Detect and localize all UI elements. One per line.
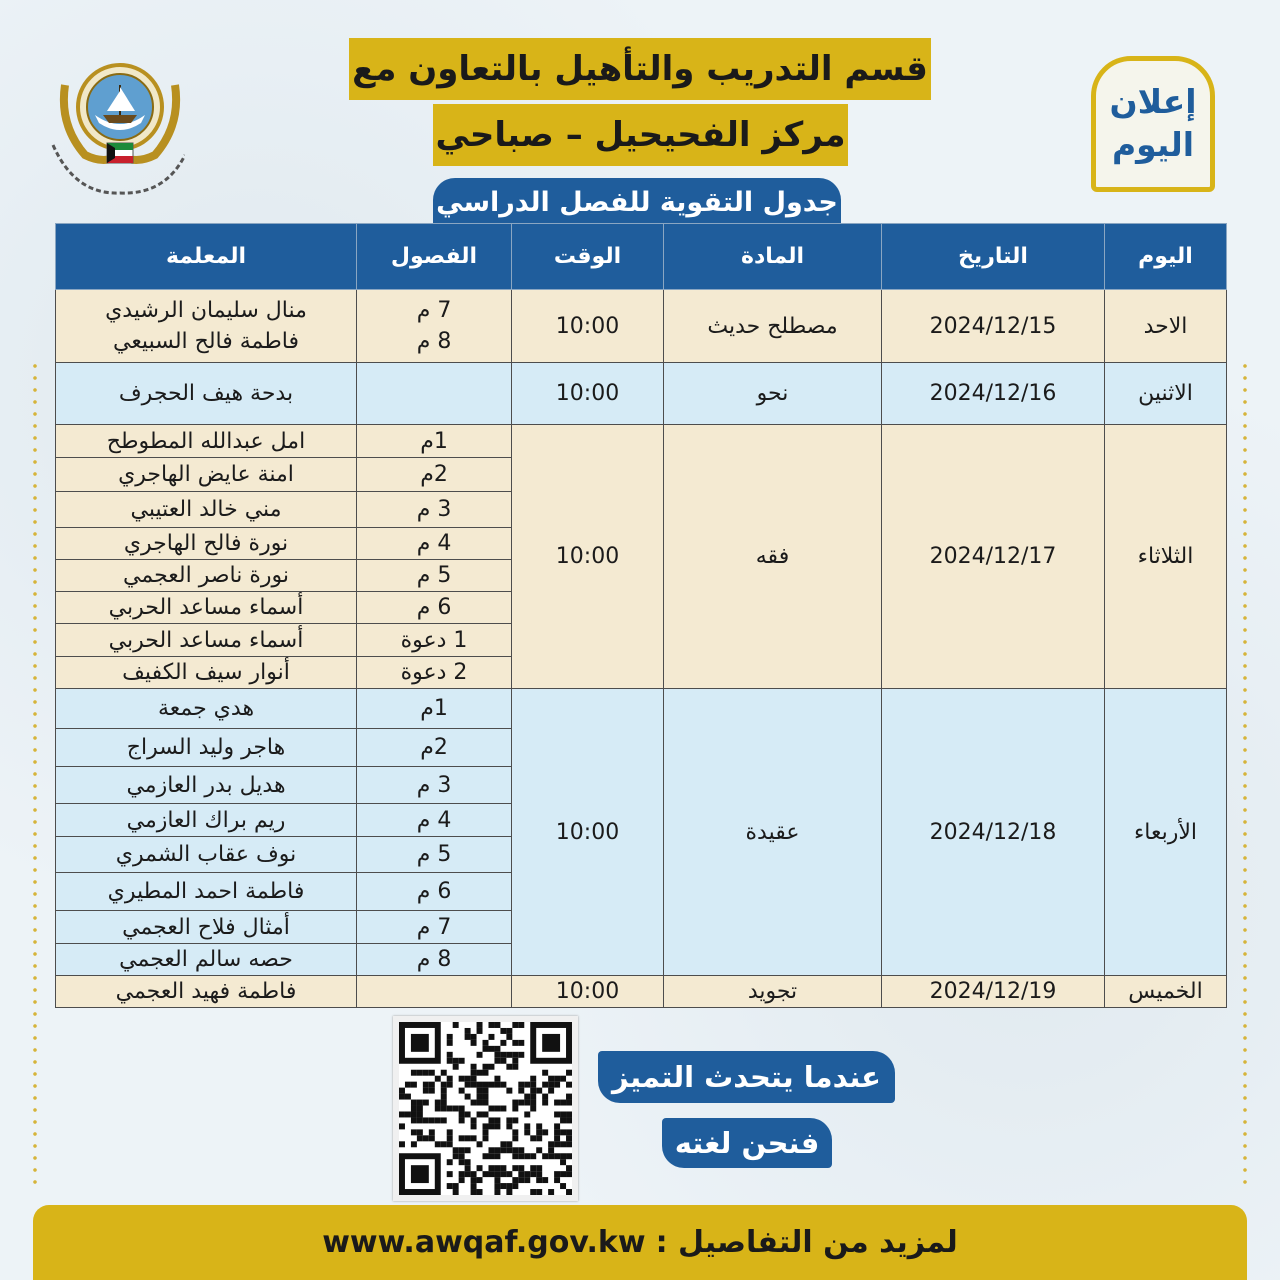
cell-classes (357, 944, 512, 976)
cell-teacher (56, 976, 357, 1008)
teacher-name: أسماء مساعد الحربي (108, 595, 304, 620)
teacher-name: ريم براك العازمي (126, 807, 286, 833)
title-line-1: قسم التدريب والتأهيل بالتعاون مع (349, 38, 931, 100)
class-label: 5 م (416, 842, 452, 867)
announcement-badge (1091, 56, 1215, 192)
teacher-name: هدي جمعة (157, 696, 255, 721)
teacher-name: أسماء مساعد الحربي (108, 627, 304, 653)
qr-code-icon (399, 1022, 572, 1195)
cell-teacher (56, 767, 357, 804)
qr-code[interactable] (393, 1016, 578, 1201)
announcement-line-1: إعلان (1109, 82, 1197, 122)
header-time: الوقت (512, 224, 664, 290)
dotted-border-left (33, 360, 37, 1190)
slogan-line-2: فنحن لغته (662, 1118, 832, 1168)
cell-classes (357, 837, 512, 873)
cell-classes (357, 911, 512, 944)
table-row (56, 689, 1227, 729)
cell-teacher (56, 492, 357, 528)
cell-subject: تجويد (664, 976, 882, 1008)
teacher-name: بدحة هيف الحجرف (118, 381, 294, 406)
teacher-name: هاجر وليد السراج (126, 735, 286, 760)
cell-teacher (56, 560, 357, 592)
cell-classes (357, 592, 512, 624)
header-classes: الفصول (357, 224, 512, 290)
class-label: 7 م (416, 298, 452, 323)
footer-website-link[interactable]: www.awqaf.gov.kw (322, 1225, 646, 1260)
teacher-name: أمثال فلاح العجمي (122, 914, 290, 940)
ministry-emblem-icon (45, 45, 185, 195)
cell-teacher (56, 528, 357, 560)
cell-date: 2024/12/19 (882, 976, 1105, 1008)
class-label: 8 م (416, 329, 452, 354)
cell-classes (357, 804, 512, 837)
class-label: 3 م (416, 772, 452, 798)
class-label: 2م (420, 462, 448, 487)
teacher-name: فاطمة فهيد العجمي (115, 979, 297, 1004)
class-label: 8 م (416, 947, 452, 972)
cell-teacher (56, 804, 357, 837)
cell-day: الأربعاء (1105, 689, 1227, 976)
class-label: 2 دعوة (400, 660, 468, 685)
cell-classes (357, 425, 512, 458)
cell-date: 2024/12/18 (882, 689, 1105, 976)
cell-teacher (56, 873, 357, 911)
cell-teacher (56, 624, 357, 657)
cell-day: الثلاثاء (1105, 425, 1227, 689)
class-label: 1 دعوة (400, 627, 468, 653)
schedule-subtitle: جدول التقوية للفصل الدراسي (433, 178, 841, 226)
cell-classes (357, 729, 512, 767)
cell-date: 2024/12/16 (882, 363, 1105, 425)
teacher-name: هديل بدر العازمي (126, 772, 286, 798)
class-label: 7 م (416, 914, 452, 940)
cell-teacher (56, 911, 357, 944)
class-label: 6 م (416, 595, 452, 620)
cell-teacher (56, 363, 357, 425)
cell-time: 10:00 (512, 689, 664, 976)
cell-time: 10:00 (512, 976, 664, 1008)
table-row (56, 290, 1227, 363)
header-date: التاريخ (882, 224, 1105, 290)
teacher-name: امنة عايض الهاجري (118, 462, 294, 487)
cell-subject: عقيدة (664, 689, 882, 976)
teacher-name: امل عبدالله المطوطح (106, 428, 306, 454)
cell-classes (357, 560, 512, 592)
table-row (56, 976, 1227, 1008)
teacher-name: نورة فالح الهاجري (123, 531, 289, 556)
cell-classes (357, 492, 512, 528)
teacher-name: حصه سالم العجمي (119, 947, 293, 972)
class-label: 4 م (416, 807, 452, 833)
cell-teacher (56, 592, 357, 624)
cell-teacher (56, 689, 357, 729)
header-teacher: المعلمة (56, 224, 357, 290)
title-line-2: مركز الفحيحيل – صباحي (433, 104, 848, 166)
cell-date: 2024/12/17 (882, 425, 1105, 689)
cell-classes (357, 976, 512, 1008)
cell-day: الاثنين (1105, 363, 1227, 425)
cell-day: الخميس (1105, 976, 1227, 1008)
teacher-name: نوف عقاب الشمري (115, 842, 297, 867)
cell-time: 10:00 (512, 425, 664, 689)
class-label: 4 م (416, 531, 452, 556)
teacher-name: أنوار سيف الكفيف (122, 660, 290, 685)
cell-teacher (56, 425, 357, 458)
teacher-name: فاطمة احمد المطيري (107, 879, 305, 904)
teacher-name: نورة ناصر العجمي (123, 563, 289, 588)
cell-subject: فقه (664, 425, 882, 689)
class-label: 6 م (416, 879, 452, 904)
class-label: 5 م (416, 563, 452, 588)
header-subject: المادة (664, 224, 882, 290)
footer-label: لمزيد من التفاصيل : (655, 1225, 958, 1260)
class-label: 1م (420, 696, 448, 721)
cell-classes (357, 624, 512, 657)
schedule-table (55, 223, 1227, 1008)
header-day: اليوم (1105, 224, 1227, 290)
cell-teacher (56, 837, 357, 873)
teacher-name: فاطمة فالح السبيعي (112, 329, 300, 354)
slogan-line-1: عندما يتحدث التميز (598, 1051, 895, 1103)
cell-teacher (56, 458, 357, 492)
table-header-row (56, 224, 1227, 290)
cell-subject: نحو (664, 363, 882, 425)
cell-classes (357, 873, 512, 911)
table-row (56, 363, 1227, 425)
cell-classes (357, 363, 512, 425)
cell-classes (357, 657, 512, 689)
dotted-border-right (1243, 360, 1247, 1190)
cell-teacher (56, 657, 357, 689)
cell-classes (357, 528, 512, 560)
table-row (56, 425, 1227, 458)
class-label: 1م (420, 428, 448, 454)
teacher-name: منال سليمان الرشيدي (105, 298, 307, 323)
cell-teacher (56, 944, 357, 976)
teacher-name: مني خالد العتيبي (130, 497, 282, 522)
cell-teacher (56, 729, 357, 767)
cell-classes (357, 767, 512, 804)
cell-day: الاحد (1105, 290, 1227, 363)
cell-time: 10:00 (512, 363, 664, 425)
class-label: 3 م (416, 497, 452, 522)
cell-classes (357, 290, 512, 363)
class-label: 2م (420, 735, 448, 760)
footer-bar (33, 1205, 1247, 1280)
cell-classes (357, 689, 512, 729)
cell-time: 10:00 (512, 290, 664, 363)
announcement-line-2: اليوم (1111, 125, 1195, 164)
cell-classes (357, 458, 512, 492)
cell-subject: مصطلح حديث (664, 290, 882, 363)
cell-teacher (56, 290, 357, 363)
cell-date: 2024/12/15 (882, 290, 1105, 363)
schedule-body (56, 290, 1227, 1008)
